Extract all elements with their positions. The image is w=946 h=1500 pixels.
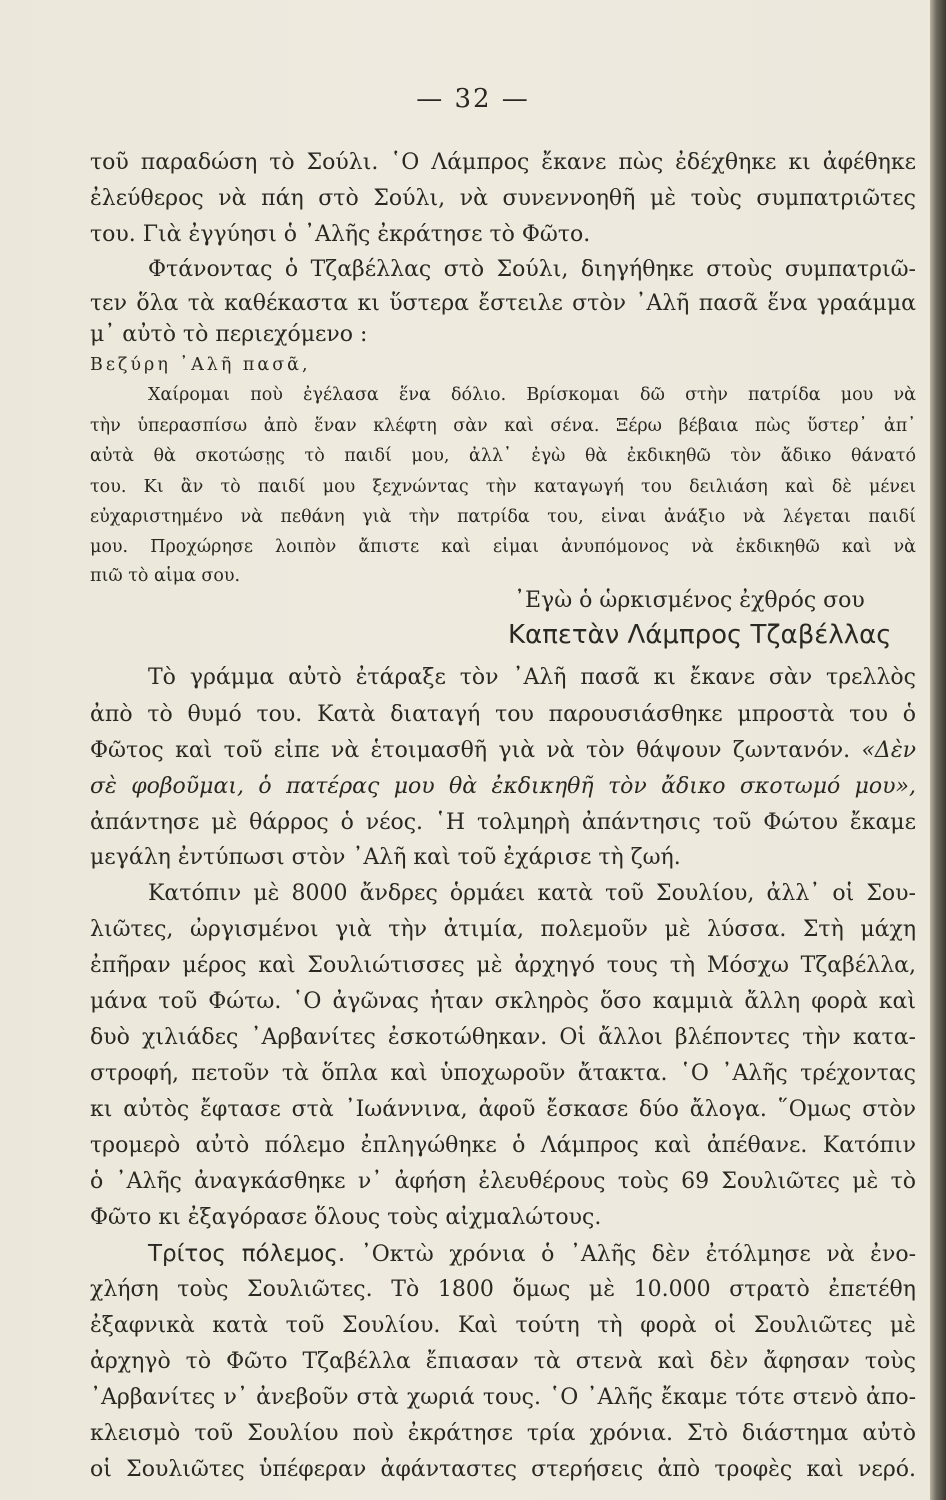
text-line: ἀρχηγὸ τὸ Φῶτο Τζαβέλλα ἔπιασαν τὰ στενὰ καὶ δὲν ἄφησαν τοὺς — [90, 1349, 916, 1374]
text-line: ὁ ᾿Αλῆς ἀναγκάσθηκε ν᾿ ἀφήση ἐλευθέρους τοὺς 69 Σουλιῶτες μὲ τὸ — [90, 1169, 916, 1194]
letter-line: μου. Προχώρησε λοιπὸν ἄπιστε καὶ εἶμαι ἀνυπόμονος νὰ ἐκδικηθῶ καὶ νὰ — [90, 537, 916, 557]
section-heading: Τρίτος πόλεμος. — [148, 1241, 346, 1267]
text-line: χλήση τοὺς Σουλιῶτες. Τὸ 1800 ὅμως μὲ 10.000 στρατὸ ἐπετέθη — [90, 1277, 916, 1302]
text-segment: ᾿Οκτὼ χρόνια ὁ ᾿Αλῆς δὲν ἐτόλμησε νὰ ἐνο- — [360, 1242, 916, 1267]
text-line: μάνα τοῦ Φώτω. ῾Ο ἀγῶνας ἦταν σκληρὸς ὅσο καμμιὰ ἄλλη φορὰ καὶ — [90, 989, 916, 1014]
text-line: ἀπάντησε μὲ θάρρος ὁ νέος. ῾Η τολμηρὴ ἀπάντησις τοῦ Φώτου ἔκαμε — [90, 810, 916, 835]
letter-line: πιῶ τὸ αἷμα σου. — [90, 566, 241, 586]
text-line: τρομερὸ αὐτὸ πόλεμο ἐπληγώθηκε ὁ Λάμπρος καὶ ἀπέθανε. Κατόπιν — [90, 1133, 916, 1158]
text-line: μεγάλη ἐντύπωσι στὸν ᾿Αλῆ καὶ τοῦ ἐχάρισε τὴ ζωή. — [90, 845, 681, 870]
text-line: δυὸ χιλιάδες ᾿Αρβανίτες ἐσκοτώθηκαν. Οἱ ἄλλοι βλέποντες τὴν κατα- — [90, 1025, 916, 1050]
text-line: στροφή, πετοῦν τὰ ὅπλα καὶ ὑποχωροῦν ἄτακτα. ῾Ο ᾿Αλῆς τρέχοντας — [90, 1061, 916, 1086]
text-line: του. Γιὰ ἐγγύησι ὁ ᾿Αλῆς ἐκράτησε τὸ Φῶτο. — [90, 222, 591, 247]
letter-closing: ᾿Εγὼ ὁ ὡρκισμένος ἐχθρός σου — [514, 588, 865, 613]
page-edge — [930, 0, 946, 1500]
letter-line: Χαίρομαι ποὺ ἐγέλασα ἕνα δόλιο. Βρίσκομαι δῶ στὴν πατρίδα μου νὰ — [148, 385, 916, 405]
text-line: κλεισμὸ τοῦ Σουλίου ποὺ ἐκράτησε τρία χρόνια. Στὸ διάστημα αὐτὸ — [90, 1421, 916, 1446]
letter-signature: Καπετὰν Λάμπρος Τζαβέλλας — [508, 620, 892, 650]
text-segment: Φῶτος καὶ τοῦ εἶπε νὰ ἑτοιμασθῆ γιὰ νὰ τὸν θάψουν ζωντανόν. — [90, 738, 851, 763]
text-line: λιῶτες, ὠργισμένοι γιὰ τὴν ἀτιμία, πολεμοῦν μὲ λύσσα. Στὴ μάχη — [90, 917, 916, 942]
text-line: σὲ φοβοῦμαι, ὁ πατέρας μου θὰ ἐκδικηθῆ τὸν ἄδικο σκοτωμό μου», — [90, 774, 916, 799]
text-line: τοῦ παραδώση τὸ Σούλι. ῾Ο Λάμπρος ἔκανε πὼς ἐδέχθηκε κι ἀφέθηκε — [90, 150, 916, 175]
text-line: ἐλεύθερος νὰ πάη στὸ Σούλι, νὰ συνεννοηθῆ μὲ τοὺς συμπατριῶτες — [90, 186, 916, 211]
text-line: ἀπὸ τὸ θυμό του. Κατὰ διαταγή του παρουσιάσθηκε μπροστὰ του ὁ — [90, 702, 916, 727]
page-number: — 32 — — [416, 84, 530, 114]
letter-line: τὴν ὑπερασπίσω ἀπὸ ἕναν κλέφτη σὰν καὶ σένα. Ξέρω βέβαια πὼς ὕστερ᾿ ἀπ᾿ — [90, 416, 916, 436]
text-line: ἐπῆραν μέρος καὶ Σουλιώτισσες μὲ ἀρχηγό τους τὴ Μόσχω Τζαβέλλα, — [90, 953, 916, 978]
letter-line: αὐτὰ θὰ σκοτώσῃς τὸ παιδί μου, ἀλλ᾿ ἐγὼ θὰ ἐκδικηθῶ τὸν ἄδικο θάνατό — [90, 446, 916, 466]
text-line: οἱ Σουλιῶτες ὑπέφεραν ἀφάνταστες στερήσεις ἀπὸ τροφὲς καὶ νερό. — [90, 1457, 916, 1482]
letter-line: του. Κι ἂν τὸ παιδί μου ξεχνώντας τὴν καταγωγή του δειλιάση καὶ δὲ μένει — [90, 477, 916, 497]
text-line — [90, 738, 916, 763]
text-line: τεν ὅλα τὰ καθέκαστα κι ὕστερα ἔστειλε στὸν ᾿Αλῆ πασᾶ ἕνα γραάμμα — [90, 291, 916, 316]
text-line — [90, 1241, 916, 1267]
letter-line: εὐχαριστημένο νὰ πεθάνη γιὰ τὴν πατρίδα του, εἶναι ἀνάξιο νὰ λέγεται παιδί — [90, 507, 916, 527]
text-line: Φῶτο κι ἐξαγόρασε ὅλους τοὺς αἰχμαλώτους. — [90, 1205, 602, 1230]
text-line: ᾿Αρβανίτες ν᾿ ἀνεβοῦν στὰ χωριά τους. ῾Ο ᾿Αλῆς ἔκαμε τότε στενὸ ἀπο- — [90, 1385, 916, 1410]
text-line: Τὸ γράμμα αὐτὸ ἐτάραξε τὸν ᾿Αλῆ πασᾶ κι ἔκανε σὰν τρελλὸς — [148, 665, 916, 690]
quote-segment: «Δὲν — [861, 738, 916, 763]
text-line: Φτάνοντας ὁ Τζαβέλλας στὸ Σούλι, διηγήθηκε στοὺς συμπατριῶ- — [148, 257, 916, 282]
letter-salutation: Βεζύρη ᾿Αλῆ πασᾶ, — [90, 355, 311, 375]
text-line: κι αὐτὸς ἔφτασε στὰ ᾿Ιωάννινα, ἀφοῦ ἔσκασε δύο ἄλογα. ῞Ομως στὸν — [90, 1097, 916, 1122]
text-line: Κατόπιν μὲ 8000 ἄνδρες ὁρμάει κατὰ τοῦ Σουλίου, ἀλλ᾿ οἱ Σου- — [148, 881, 916, 906]
text-line: μ᾿ αὐτὸ τὸ περιεχόμενο : — [90, 322, 368, 347]
text-line: ἐξαφνικὰ κατὰ τοῦ Σουλίου. Καὶ τούτη τὴ φορὰ οἱ Σουλιῶτες μὲ — [90, 1313, 916, 1338]
